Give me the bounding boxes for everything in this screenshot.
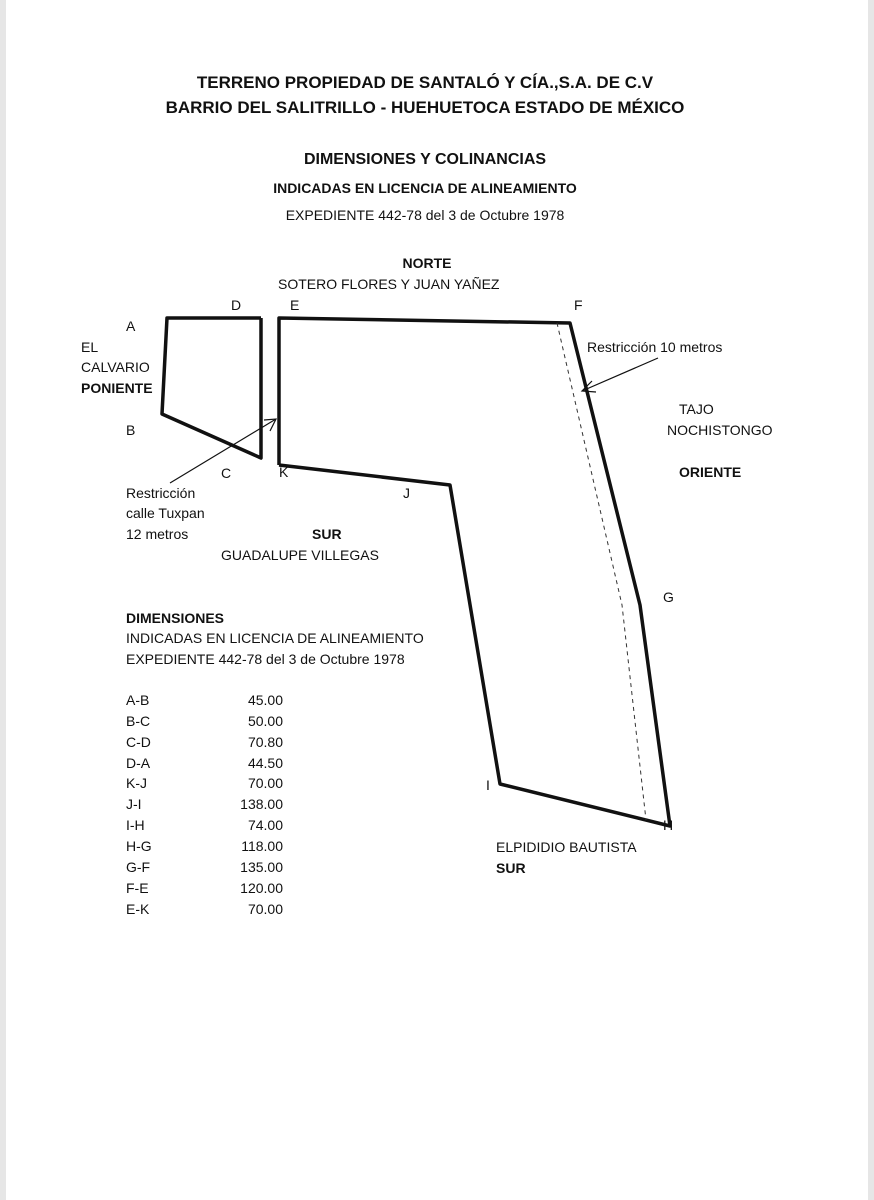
dimension-value: 135.00 (240, 858, 283, 875)
vertex-label-j: J (403, 485, 410, 501)
expediente-header: EXPEDIENTE 442-78 del 3 de Octubre 1978 (285, 207, 565, 223)
dimension-row (126, 880, 296, 900)
dimension-segment: J-I (126, 796, 142, 813)
vertex-label-d: D (231, 297, 242, 313)
dimension-segment: B-C (126, 712, 151, 729)
title-line-2: BARRIO DEL SALITRILLO - HUEHUETOCA ESTADO DE MÉXICO (165, 98, 685, 117)
dimension-row (126, 817, 296, 837)
dimension-segment: C-D (126, 733, 151, 750)
restriction-west-line3: 12 metros (126, 526, 189, 542)
dimension-value: 74.00 (247, 817, 283, 834)
vertex-label-e: E (290, 297, 300, 313)
poniente-neighbor-line2: CALVARIO (81, 359, 150, 375)
oriente-neighbor-line1: TAJO (679, 401, 714, 417)
dimension-row (126, 859, 296, 879)
dimension-row (126, 734, 296, 754)
sur-neighbor-1: GUADALUPE VILLEGAS (221, 547, 379, 563)
restriction-west-line2: calle Tuxpan (126, 505, 205, 521)
label-poniente: PONIENTE (81, 380, 153, 396)
dimension-value: 70.80 (247, 733, 283, 750)
label-oriente: ORIENTE (679, 464, 742, 480)
dimensions-heading: DIMENSIONES (126, 610, 225, 626)
arrow-restriction-east (582, 358, 658, 391)
restriction-east-label: Restricción 10 metros (587, 339, 723, 355)
vertex-label-i: I (486, 777, 490, 793)
dimension-row (126, 713, 296, 733)
dimensions-subheading: INDICADAS EN LICENCIA DE ALINEAMIENTO (126, 630, 424, 646)
vertex-label-c: C (221, 465, 232, 481)
subtitle-licencia: INDICADAS EN LICENCIA DE ALINEAMIENTO (273, 180, 577, 196)
label-norte: NORTE (402, 255, 452, 271)
dimension-row (126, 755, 296, 775)
parcel-main-outline (279, 318, 670, 826)
vertex-label-a: A (126, 318, 136, 334)
poniente-neighbor-line1: EL (81, 339, 99, 355)
vertex-label-f: F (574, 297, 583, 313)
dimension-row (126, 901, 296, 921)
dimension-row (126, 692, 296, 712)
restriction-west-line1: Restricción (126, 485, 196, 501)
dimension-row (126, 775, 296, 795)
dimension-value: 45.00 (247, 692, 283, 708)
dimension-value: 44.50 (247, 754, 283, 771)
dimension-segment: K-J (126, 775, 147, 792)
subtitle: DIMENSIONES Y COLINANCIAS (303, 151, 547, 168)
dimension-segment: H-G (126, 837, 152, 854)
dimension-row (126, 796, 296, 816)
dimension-value: 70.00 (247, 900, 283, 917)
dimensions-expediente: EXPEDIENTE 442-78 del 3 de Octubre 1978 (126, 651, 405, 667)
dimension-segment: G-F (126, 858, 151, 875)
title-line-1: TERRENO PROPIEDAD DE SANTALÓ Y CÍA.,S.A. DE C.V (196, 73, 654, 92)
label-sur-1: SUR (312, 526, 342, 542)
oriente-neighbor-line2: NOCHISTONGO (667, 422, 773, 438)
norte-neighbor: SOTERO FLORES Y JUAN YAÑEZ (278, 276, 500, 292)
dimension-segment: I-H (126, 817, 145, 834)
dimension-segment: D-A (126, 754, 151, 771)
sur-neighbor-2: ELPIDIDIO BAUTISTA (496, 839, 637, 855)
dimension-row (126, 838, 296, 858)
dimension-segment: F-E (126, 879, 149, 896)
dimension-value: 138.00 (240, 796, 283, 813)
dimension-value: 120.00 (240, 879, 283, 896)
vertex-label-b: B (126, 422, 136, 438)
vertex-label-k: K (279, 464, 289, 480)
dimension-value: 50.00 (247, 712, 283, 729)
vertex-label-h: H (663, 817, 674, 833)
dimension-value: 70.00 (247, 775, 283, 792)
dimension-segment: E-K (126, 900, 150, 917)
label-sur-2: SUR (496, 860, 526, 876)
dimension-value: 118.00 (241, 837, 283, 854)
vertex-label-g: G (663, 589, 674, 605)
dimension-segment: A-B (126, 692, 150, 708)
